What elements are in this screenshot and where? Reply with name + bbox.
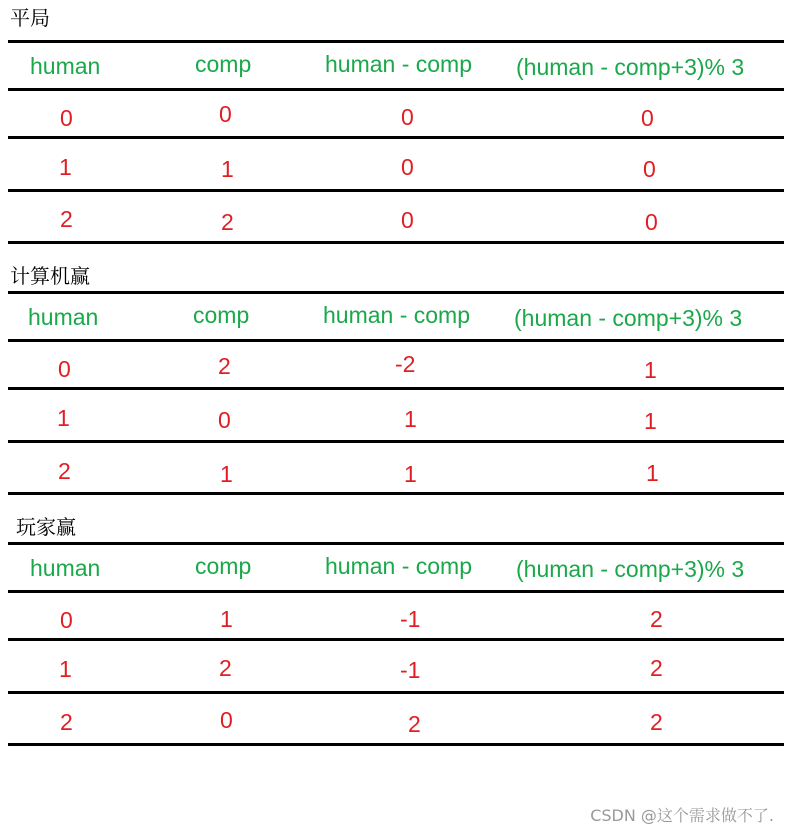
cell-difference: 0 — [401, 154, 414, 180]
section-title-draw: 平局 — [10, 6, 50, 30]
cell-modulo: 0 — [641, 105, 654, 131]
cell-difference: -2 — [395, 351, 416, 377]
cell-human: 2 — [60, 206, 73, 232]
cell-difference: 0 — [401, 207, 414, 233]
row-rule — [8, 387, 784, 390]
col-header-comp: comp — [195, 553, 252, 579]
cell-human: 0 — [60, 105, 73, 131]
cell-modulo: 2 — [650, 709, 663, 735]
cell-modulo: 1 — [644, 357, 657, 383]
header-rule — [8, 88, 784, 91]
cell-human: 1 — [59, 656, 72, 682]
col-header-human: human — [28, 304, 99, 330]
cell-comp: 0 — [220, 707, 233, 733]
cell-comp: 1 — [220, 461, 233, 487]
cell-modulo: 2 — [650, 606, 663, 632]
col-header-human: human — [30, 555, 101, 581]
table-bottom-rule — [8, 492, 784, 495]
header-rule — [8, 590, 784, 593]
col-header-difference: human - comp — [325, 51, 473, 77]
table-top-rule — [8, 291, 784, 294]
col-header-comp: comp — [195, 51, 252, 77]
row-rule — [8, 440, 784, 443]
table-top-rule — [8, 542, 784, 545]
cell-comp: 0 — [218, 407, 231, 433]
cell-modulo: 1 — [646, 460, 659, 486]
section-title-player-wins: 玩家赢 — [16, 515, 76, 539]
cell-difference: 0 — [401, 104, 414, 130]
table-bottom-rule — [8, 743, 784, 746]
table-top-rule — [8, 40, 784, 43]
header-rule — [8, 339, 784, 342]
cell-human: 1 — [59, 154, 72, 180]
cell-modulo: 0 — [645, 209, 658, 235]
row-rule — [8, 638, 784, 641]
row-rule — [8, 136, 784, 139]
table-bottom-rule — [8, 241, 784, 244]
cell-difference: -1 — [400, 606, 421, 632]
cell-difference: -1 — [400, 657, 421, 683]
cell-comp: 2 — [221, 209, 234, 235]
section-title-computer-wins: 计算机赢 — [10, 264, 90, 288]
col-header-difference: human - comp — [325, 553, 473, 579]
cell-difference: 1 — [404, 461, 417, 487]
cell-human: 0 — [60, 607, 73, 633]
cell-comp: 2 — [218, 353, 231, 379]
row-rule — [8, 691, 784, 694]
cell-modulo: 2 — [650, 655, 663, 681]
col-header-difference: human - comp — [323, 302, 471, 328]
row-rule — [8, 189, 784, 192]
col-header-comp: comp — [193, 302, 250, 328]
cell-human: 0 — [58, 356, 71, 382]
cell-difference: 1 — [404, 406, 417, 432]
cell-human: 2 — [58, 458, 71, 484]
col-header-modulo: (human - comp+3)% 3 — [516, 54, 745, 80]
cell-comp: 1 — [220, 606, 233, 632]
col-header-modulo: (human - comp+3)% 3 — [516, 556, 745, 582]
cell-modulo: 0 — [643, 156, 656, 182]
cell-comp: 1 — [221, 156, 234, 182]
watermark: CSDN @这个需求做不了. — [590, 806, 774, 825]
cell-difference: 2 — [408, 711, 421, 737]
cell-comp: 2 — [219, 655, 232, 681]
cell-human: 1 — [57, 405, 70, 431]
cell-modulo: 1 — [644, 408, 657, 434]
cell-comp: 0 — [219, 101, 232, 127]
col-header-human: human — [30, 53, 101, 79]
col-header-modulo: (human - comp+3)% 3 — [514, 305, 743, 331]
cell-human: 2 — [60, 709, 73, 735]
